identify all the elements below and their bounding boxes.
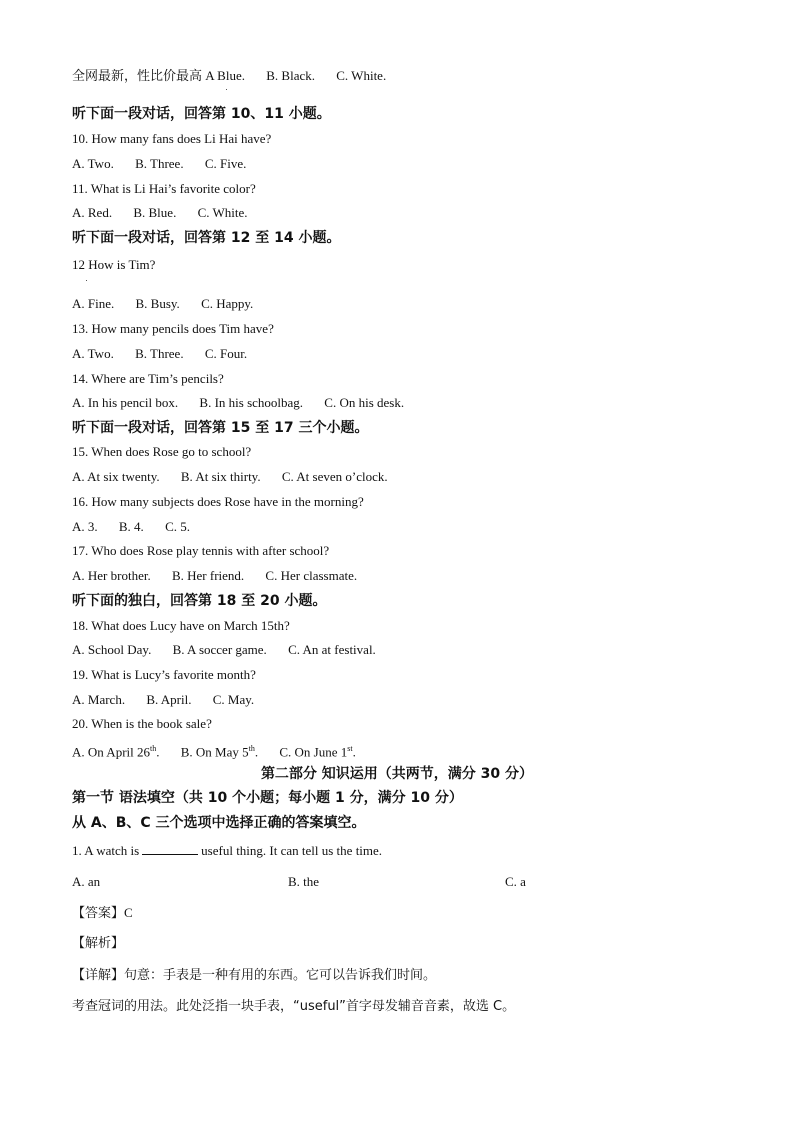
option-a: A. On April 26th. <box>72 744 160 760</box>
option-c: C. White. <box>197 205 248 220</box>
question-options <box>72 204 248 222</box>
option-b: B. Three. <box>135 346 184 361</box>
option-c: C. An at festival. <box>288 642 376 657</box>
option-a: A Blue. <box>205 68 245 83</box>
answer-line <box>72 904 133 923</box>
question-text: 17. Who does Rose play tennis with after school? <box>72 543 330 558</box>
question-options <box>72 740 356 761</box>
section-heading: 听下面一段对话，回答第 15 至 17 三个小题。 <box>72 420 369 436</box>
option-b: B. On May 5th. <box>180 744 259 760</box>
option-c: C. On his desk. <box>324 395 405 410</box>
option-a: A. 3. <box>72 519 98 534</box>
option-b: B. Her friend. <box>171 568 245 583</box>
option-c: C. White. <box>336 68 387 83</box>
question-options <box>72 641 376 659</box>
stray-dot <box>226 89 227 90</box>
explanation-text: 考查冠词的用法。此处泛指一块手表，“useful”首字母发辅音音素，故选 C。 <box>72 999 516 1014</box>
detail-text: 【详解】句意：手表是一种有用的东西。它可以告诉我们时间。 <box>72 968 437 983</box>
question-text: 11. What is Li Hai’s favorite color? <box>72 181 256 196</box>
option-c: C. 5. <box>165 519 190 534</box>
top-options-line <box>72 67 386 86</box>
option-c: C. Five. <box>204 156 247 171</box>
option-b: B. Three. <box>135 156 184 171</box>
option-b: B. the <box>288 874 320 889</box>
option-c: C. At seven o’clock. <box>281 469 388 484</box>
option-c: C. On June 1st. <box>279 744 356 760</box>
part-title: 第二部分 知识运用（共两节，满分 30 分） <box>260 766 534 782</box>
analysis-label: 【解析】 <box>72 936 125 951</box>
question-text: 14. Where are Tim’s pencils? <box>72 371 224 386</box>
option-a: A. Her brother. <box>72 568 151 583</box>
option-b: B. A soccer game. <box>172 642 267 657</box>
option-b: B. 4. <box>118 519 144 534</box>
section-heading: 听下面一段对话，回答第 12 至 14 小题。 <box>72 230 341 246</box>
option-a: A. Two. <box>72 156 114 171</box>
option-c: C. Four. <box>204 346 248 361</box>
answer-label: 【答案】 <box>72 906 125 921</box>
question-options <box>72 295 253 313</box>
question-text: 12 How is Tim? <box>72 257 156 272</box>
question-options <box>72 567 357 585</box>
option-b: B. At six thirty. <box>180 469 261 484</box>
option-a: A. March. <box>72 692 126 707</box>
option-a: A. In his pencil box. <box>72 395 179 410</box>
option-b: B. Black. <box>266 68 315 83</box>
option-c: C. May. <box>212 692 255 707</box>
option-b: B. April. <box>146 692 192 707</box>
section-heading: 听下面一段对话，回答第 10、11 小题。 <box>72 106 331 122</box>
question-text: 20. When is the book sale? <box>72 716 212 731</box>
option-b: B. Blue. <box>133 205 177 220</box>
question-options <box>72 155 246 173</box>
question-text: 15. When does Rose go to school? <box>72 444 252 459</box>
option-b: B. In his schoolbag. <box>199 395 304 410</box>
answer-blank <box>142 842 198 855</box>
option-a: A. Two. <box>72 346 114 361</box>
section-heading: 听下面的独白，回答第 18 至 20 小题。 <box>72 593 327 609</box>
question-options <box>72 691 254 709</box>
instruction: 从 A、B、C 三个选项中选择正确的答案填空。 <box>72 815 366 831</box>
stray-dot <box>86 280 87 281</box>
option-a: A. School Day. <box>72 642 152 657</box>
section-title: 第一节 语法填空（共 10 个小题；每小题 1 分，满分 10 分） <box>72 790 463 806</box>
option-a: A. Red. <box>72 205 113 220</box>
watermark-text: 全网最新，性比价最高 <box>72 69 203 84</box>
grammar-question: 1. A watch is useful thing. It can tell us the time. <box>72 843 383 858</box>
question-text: 18. What does Lucy have on March 15th? <box>72 618 290 633</box>
option-c: C. Her classmate. <box>265 568 358 583</box>
question-options <box>72 518 190 536</box>
option-b: B. Busy. <box>135 296 180 311</box>
question-text: 10. How many fans does Li Hai have? <box>72 131 272 146</box>
question-options <box>72 468 388 486</box>
option-a: A. Fine. <box>72 296 115 311</box>
option-c: C. Happy. <box>201 296 254 311</box>
option-c: C. a <box>505 874 526 889</box>
option-a: A. At six twenty. <box>72 469 160 484</box>
option-a: A. an <box>72 874 101 889</box>
question-text: 19. What is Lucy’s favorite month? <box>72 667 256 682</box>
answer-value: C <box>124 905 133 920</box>
question-text: 16. How many subjects does Rose have in the morning? <box>72 494 364 509</box>
question-options <box>72 345 247 363</box>
question-options <box>72 394 404 412</box>
question-text: 13. How many pencils does Tim have? <box>72 321 274 336</box>
